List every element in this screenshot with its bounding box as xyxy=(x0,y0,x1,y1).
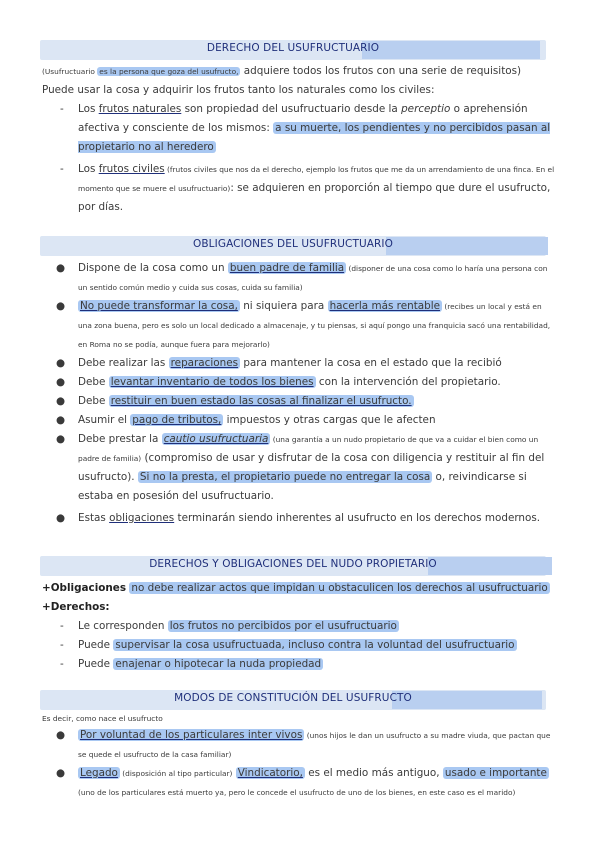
highlighted-text: los frutos no percibidos por el usufructuario xyxy=(169,620,397,632)
nudo-derechos-list xyxy=(0,617,600,674)
list-item xyxy=(42,100,556,157)
section-heading: MODOS DE CONSTITUCIÓN DEL USUFRUCTO xyxy=(174,692,412,704)
bullet-icon: ● xyxy=(56,357,66,369)
item-text: Debe xyxy=(78,376,109,388)
highlighted-text: Si no la presta, el propietario puede no entregar la cosa xyxy=(139,471,431,483)
derechos-list xyxy=(0,100,600,217)
list-item xyxy=(42,617,556,636)
list-item xyxy=(42,354,556,373)
item-text: con la intervención del propietario. xyxy=(315,376,501,388)
item-text: Puede xyxy=(78,658,114,670)
section-nudo-propietario xyxy=(0,556,600,674)
highlighted-text: pago de tributos, xyxy=(132,414,222,426)
list-item xyxy=(42,297,556,354)
underlined-term: frutos naturales xyxy=(98,103,182,115)
highlighted-text: Vindicatorio, xyxy=(237,767,303,779)
item-text: terminarán siendo inherentes al usufructo en los derechos modernos. xyxy=(174,512,541,524)
list-item xyxy=(42,430,556,506)
small-note: (unos hijos le dan un usufructo a su madre viuda, que pactan que se quede el usufructo de la casa familiar) xyxy=(78,731,551,759)
item-text: impuestos y otras cargas que le afecten xyxy=(223,414,436,426)
item-text: es el medio más antiguo, xyxy=(304,767,443,779)
list-item xyxy=(42,636,556,655)
small-note: (recibes un local y está en una zona buena, pero es solo un local dedicado a almacenaje, y tu piensas, si aquí pongo una franquicia sacó una rentabilidad, en Roma no se podía, aunque fuera para mejorarlo) xyxy=(78,302,551,349)
item-text: Dispone de la cosa como un xyxy=(78,262,228,274)
item-text: Debe xyxy=(78,395,109,407)
bullet-icon: ● xyxy=(56,300,66,312)
highlighted-text: Por voluntad de los particulares inter vivos xyxy=(80,729,303,741)
section-heading: DERECHO DEL USUFRUCTUARIO xyxy=(206,42,380,54)
item-text: para mantener la cosa en el estado que la recibió xyxy=(240,357,502,369)
small-note: (disposición al tipo particular) xyxy=(119,769,233,778)
bullet-icon: ● xyxy=(56,433,66,445)
item-text: Debe prestar la xyxy=(78,433,162,445)
item-text: ni siquiera para xyxy=(239,300,328,312)
underlined-term: obligaciones xyxy=(109,512,175,524)
small-note: (disponer de una cosa como lo haría una persona con un sentido común medio y cuida sus cosas, cuida su familia) xyxy=(78,264,548,292)
item-text: Debe realizar las xyxy=(78,357,169,369)
highlighted-text: a su muerte, los pendientes y no percibidos pasan al propietario no al heredero xyxy=(78,122,551,153)
item-text: (compromiso de usar y disfrutar de la cosa con diligencia y restituir al fin del usufructo). xyxy=(78,452,545,483)
derechos-label: +Derechos: xyxy=(42,601,110,613)
highlighted-text: levantar inventario de todos los bienes xyxy=(110,376,314,388)
bullet-icon: ● xyxy=(56,414,66,426)
dash-bullet-icon: - xyxy=(60,103,64,115)
section-usufructuario xyxy=(0,40,600,217)
small-note: (frutos civiles que nos da el derecho, ejemplo los frutos que me da un arrendamiento de una finca. En el momento que se muere el usufructuario) xyxy=(78,165,555,193)
list-item xyxy=(42,509,556,528)
small-note: (una garantía a un nudo propietario de que va a cuidar el bien como un padre de familia) xyxy=(78,435,539,463)
obligaciones-list xyxy=(0,259,600,528)
item-text: Los xyxy=(78,163,99,175)
italic-term: perceptio xyxy=(401,103,451,115)
small-note: (uno de los particulares está muerto ya, pero le concede el usufructo de uno de los bienes, en este caso es el marido) xyxy=(78,788,516,797)
highlighted-text: No puede transformar la cosa, xyxy=(80,300,238,312)
item-text: o, reivindicarse si estaba en posesión del usufructuario. xyxy=(78,471,527,502)
bullet-icon: ● xyxy=(56,376,66,388)
list-item xyxy=(42,259,556,297)
intro-text-rest: adquiere todos los frutos con una serie de requisitos) Puede usar la cosa y adquirir los frutos tanto los naturales como los civiles: xyxy=(42,65,522,96)
intro-highlight: es la persona que goza del usufructo, xyxy=(99,67,239,76)
highlighted-text: no debe realizar actos que impidan u obstaculicen los derechos al usufructuario xyxy=(131,582,548,594)
intro-text: (Usufructuario xyxy=(42,67,98,76)
highlighted-text: usado e importante xyxy=(444,767,547,779)
modos-intro: Es decir, como nace el usufructo xyxy=(42,714,163,723)
intro-paragraph xyxy=(42,62,554,100)
section-heading-bar xyxy=(40,690,546,710)
section-heading-bar xyxy=(40,236,546,256)
dash-bullet-icon: - xyxy=(60,163,64,175)
dash-bullet-icon: - xyxy=(60,639,64,651)
section-heading-bar xyxy=(40,556,546,576)
highlighted-text: cautio usufructuaria xyxy=(163,433,269,445)
dash-bullet-icon: - xyxy=(60,658,64,670)
item-text: Le corresponden xyxy=(78,620,168,632)
section-heading-bar xyxy=(40,40,546,60)
highlighted-text: Legado xyxy=(80,767,118,779)
item-text: Puede xyxy=(78,639,114,651)
item-text: o aprehensión afectiva y consciente de los mismos: xyxy=(78,103,528,134)
section-modos xyxy=(0,690,600,802)
item-text: Los xyxy=(78,103,99,115)
list-item xyxy=(42,160,556,217)
list-item xyxy=(42,764,556,802)
list-item xyxy=(42,392,556,411)
bullet-icon: ● xyxy=(56,729,66,741)
bullet-icon: ● xyxy=(56,262,66,274)
section-obligaciones xyxy=(0,236,600,528)
highlighted-text: restituir en buen estado las cosas al finalizar el usufructo. xyxy=(110,395,412,407)
modos-list xyxy=(0,726,600,802)
dash-bullet-icon: - xyxy=(60,620,64,632)
item-text: : se adquieren en proporción al tiempo que dure el usufructo, por días. xyxy=(78,182,551,213)
bullet-icon: ● xyxy=(56,512,66,524)
item-text: Estas xyxy=(78,512,110,524)
bullet-icon: ● xyxy=(56,395,66,407)
highlighted-text: buen padre de familia xyxy=(229,262,345,274)
highlighted-text: supervisar la cosa usufructuada, incluso contra la voluntad del usufructuario xyxy=(115,639,515,651)
highlighted-text: hacerla más rentable xyxy=(329,300,441,312)
section-heading: OBLIGACIONES DEL USUFRUCTUARIO xyxy=(193,238,393,250)
section-heading: DERECHOS Y OBLIGACIONES DEL NUDO PROPIETARIO xyxy=(149,558,437,570)
item-text: Asumir el xyxy=(78,414,131,426)
highlighted-text: reparaciones xyxy=(170,357,239,369)
bullet-icon: ● xyxy=(56,767,66,779)
list-item xyxy=(42,655,556,674)
obligaciones-label: +Obligaciones xyxy=(42,582,127,594)
underlined-term: frutos civiles xyxy=(98,163,165,175)
item-text: son propiedad del usufructuario desde la xyxy=(181,103,402,115)
derechos-line xyxy=(42,598,554,617)
list-item xyxy=(42,411,556,430)
highlighted-text: enajenar o hipotecar la nuda propiedad xyxy=(115,658,322,670)
list-item xyxy=(42,726,556,764)
obligaciones-line xyxy=(42,579,554,598)
list-item xyxy=(42,373,556,392)
